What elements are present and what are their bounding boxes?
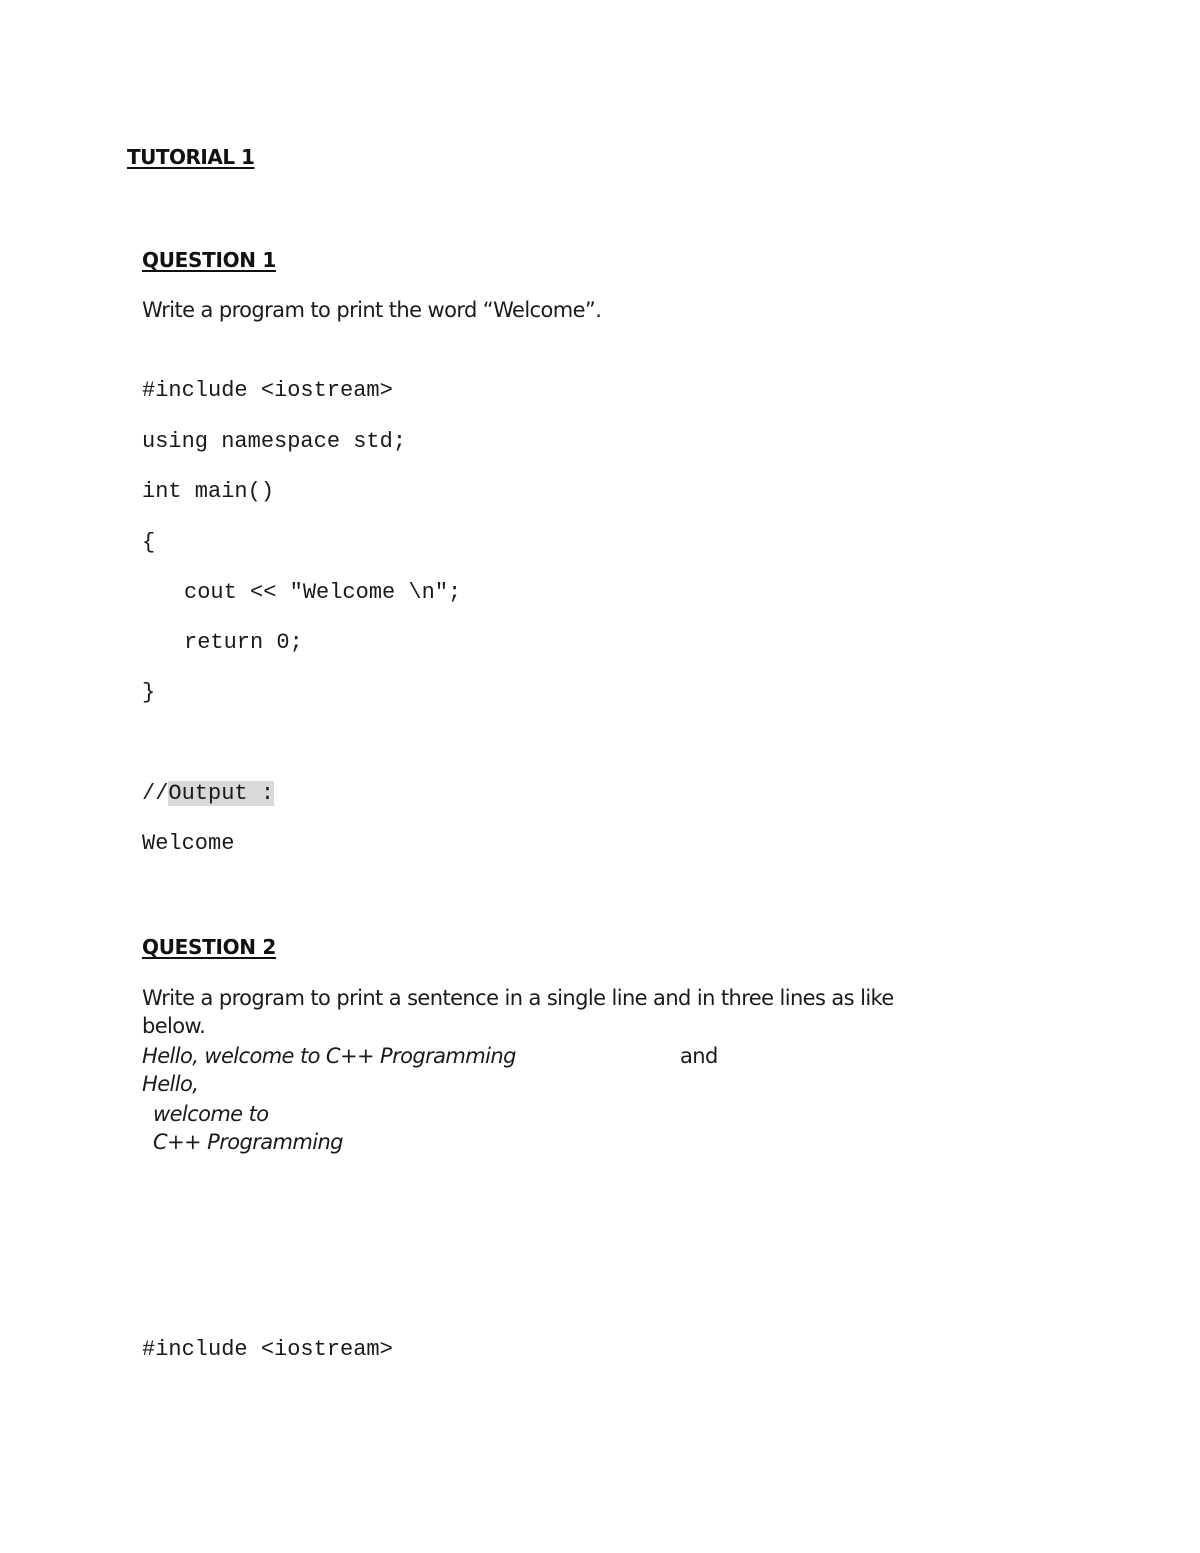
tutorial-title: TUTORIAL 1 — [127, 145, 255, 169]
question-1-prompt: Write a program to print the word “Welcome”. — [142, 298, 602, 322]
output-comment-prefix: // — [142, 781, 169, 806]
question-1-heading: QUESTION 1 — [142, 248, 277, 272]
example-and: and — [680, 1044, 718, 1068]
code-line: return 0; — [184, 630, 303, 655]
output-comment-label: Output : — [168, 781, 275, 806]
example-multi-line: welcome to — [153, 1102, 269, 1126]
example-multi-line: C++ Programming — [153, 1130, 343, 1154]
code-line: } — [142, 680, 156, 705]
example-single-line: Hello, welcome to C++ Programming — [142, 1044, 516, 1068]
question-2-prompt-line: Write a program to print a sentence in a single line and in three lines as like — [142, 986, 894, 1010]
code-line: cout << "Welcome \n"; — [184, 580, 462, 605]
output-value: Welcome — [142, 831, 235, 856]
output-comment — [142, 781, 274, 807]
example-multi-line: Hello, — [142, 1072, 199, 1096]
code-line: using namespace std; — [142, 429, 407, 454]
code-line: int main() — [142, 479, 275, 504]
question-2-heading: QUESTION 2 — [142, 935, 277, 959]
question-2-prompt-line: below. — [142, 1014, 206, 1038]
code-line: #include <iostream> — [142, 378, 393, 403]
code-line: { — [142, 530, 156, 555]
code-line: #include <iostream> — [142, 1337, 393, 1362]
